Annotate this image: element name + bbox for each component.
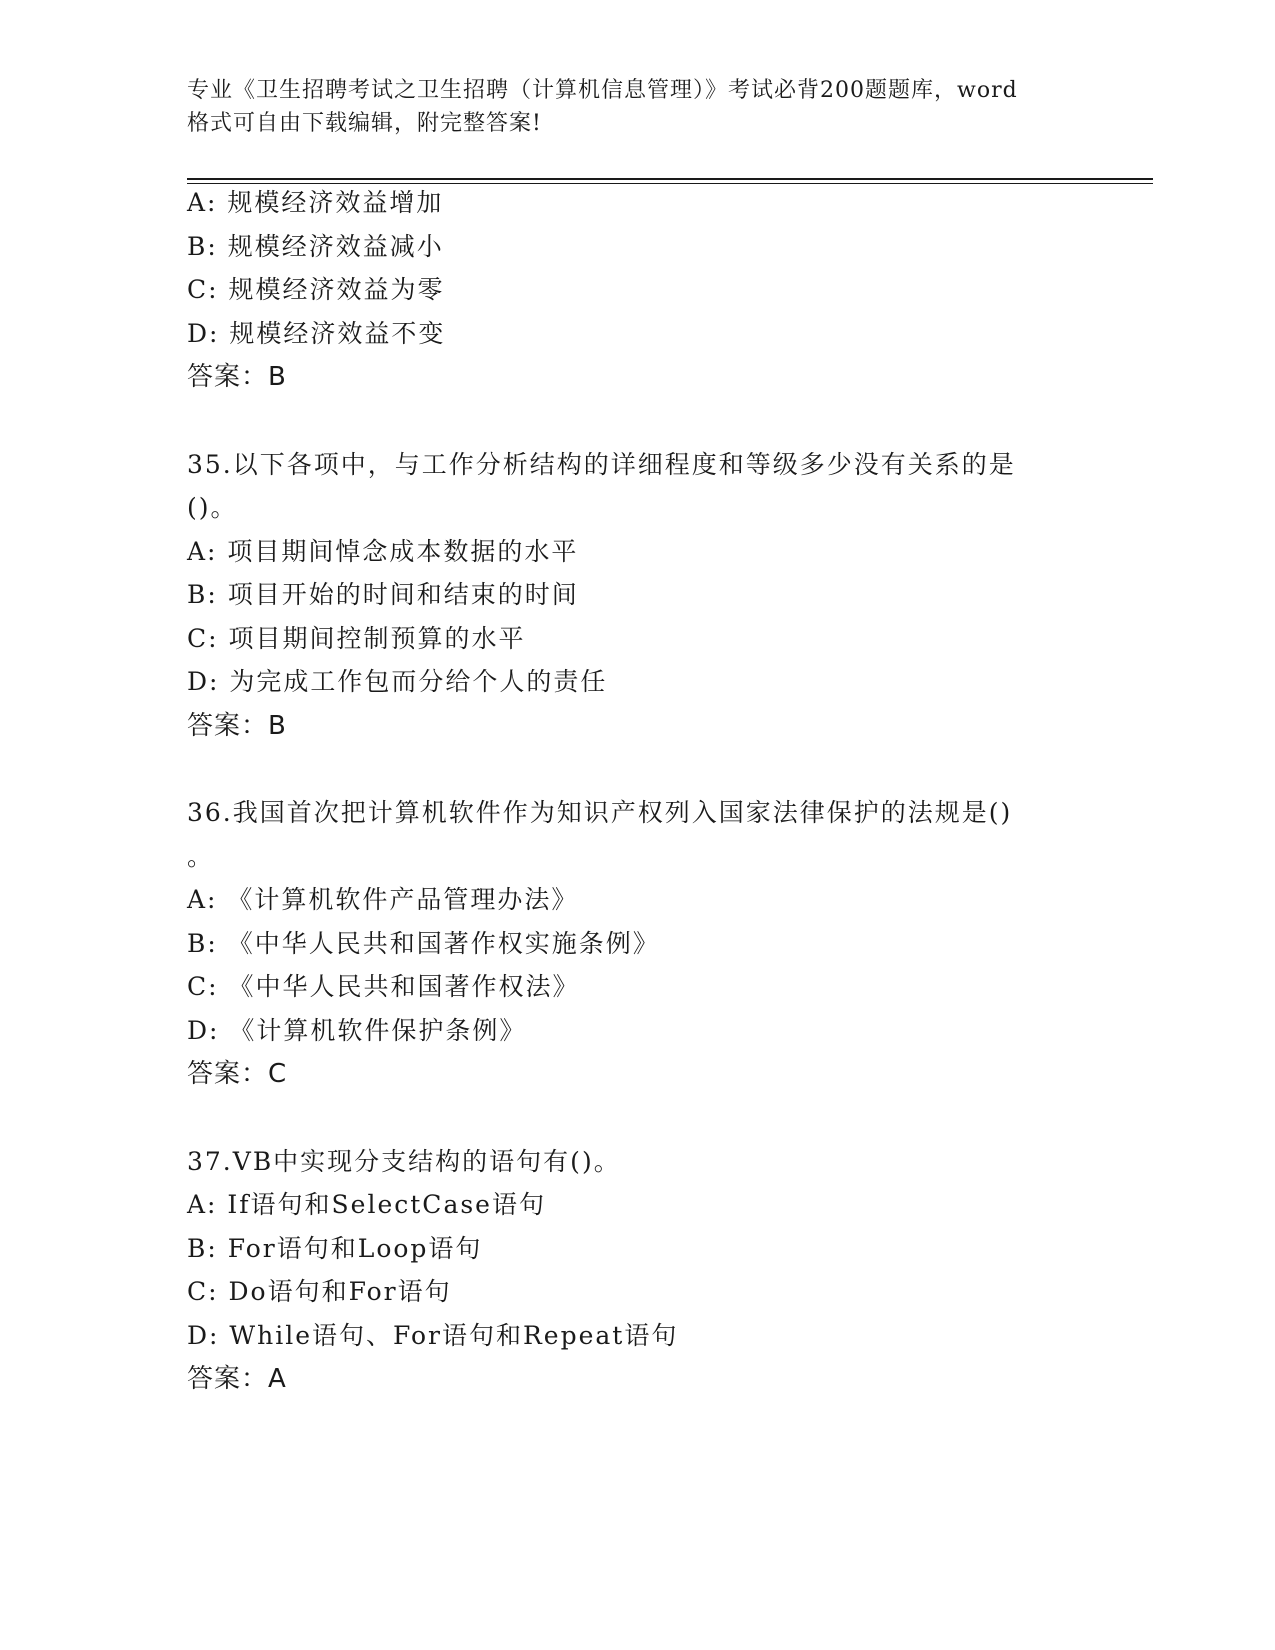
document-header xyxy=(187,74,1087,140)
header-title-line2: 格式可自由下载编辑，附完整答案! xyxy=(187,111,542,136)
q36-question-line1: 36.我国首次把计算机软件作为知识产权列入国家法律保护的法规是() xyxy=(187,798,1013,827)
q35-option-d: D: 为完成工作包而分给个人的责任 xyxy=(187,667,608,696)
q34-answer: 答案：B xyxy=(187,362,287,392)
q36-option-c: C: 《中华人民共和国著作权法》 xyxy=(187,972,580,1001)
q36-option-b: B: 《中华人民共和国著作权实施条例》 xyxy=(187,929,660,958)
header-divider-thin xyxy=(187,183,1153,184)
q37-option-d: D: While语句、For语句和Repeat语句 xyxy=(187,1321,679,1350)
header-title-line1: 专业《卫生招聘考试之卫生招聘（计算机信息管理）》考试必背200题题库，word xyxy=(187,78,1018,103)
q35-answer: 答案：B xyxy=(187,711,287,741)
q35-question-line1: 35.以下各项中，与工作分析结构的详细程度和等级多少没有关系的是 xyxy=(187,450,1016,479)
q37-option-a: A: If语句和SelectCase语句 xyxy=(187,1190,546,1219)
q36-option-d: D: 《计算机软件保护条例》 xyxy=(187,1016,527,1045)
q37-option-b: B: For语句和Loop语句 xyxy=(187,1234,483,1263)
q36-question-line2: 。 xyxy=(187,842,215,871)
header-divider-thick xyxy=(187,178,1153,180)
q35-question-line2: ()。 xyxy=(187,493,238,522)
q35-option-b: B: 项目开始的时间和结束的时间 xyxy=(187,580,579,609)
q34-option-a: A: 规模经济效益增加 xyxy=(187,188,444,217)
q36-answer: 答案：C xyxy=(187,1059,288,1089)
q37-question-line1: 37.VB中实现分支结构的语句有()。 xyxy=(187,1147,621,1176)
q37-answer: 答案：A xyxy=(187,1364,287,1394)
q35-option-a: A: 项目期间悼念成本数据的水平 xyxy=(187,537,579,566)
q37-option-c: C: Do语句和For语句 xyxy=(187,1277,452,1306)
q34-option-b: B: 规模经济效益减小 xyxy=(187,232,444,261)
q35-option-c: C: 项目期间控制预算的水平 xyxy=(187,624,526,653)
q34-option-d: D: 规模经济效益不变 xyxy=(187,319,446,348)
q34-option-c: C: 规模经济效益为零 xyxy=(187,275,445,304)
q36-option-a: A: 《计算机软件产品管理办法》 xyxy=(187,885,579,914)
